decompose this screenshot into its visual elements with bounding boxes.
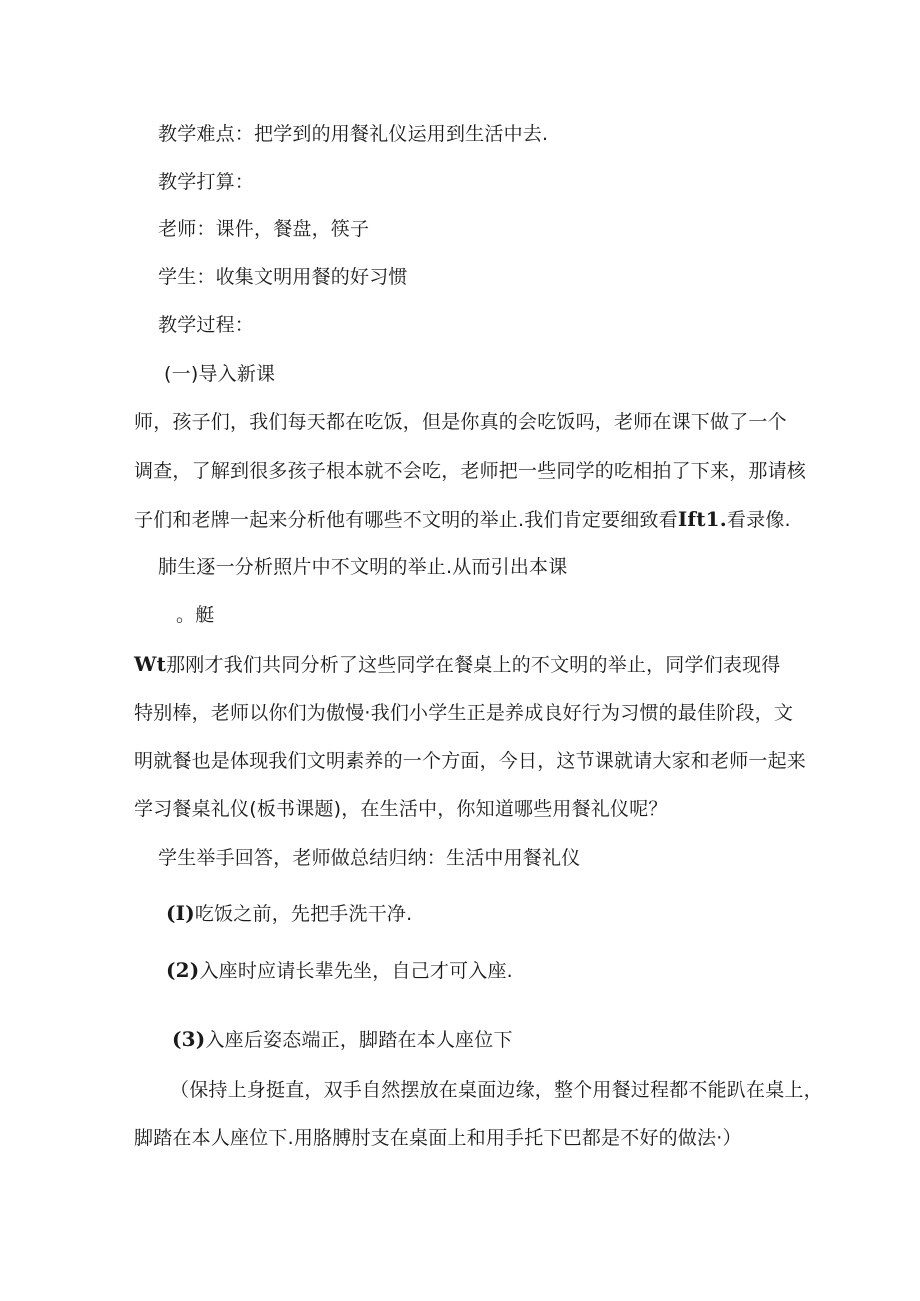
text-line [134,652,781,677]
text-line: 师，孩子们，我们每天都在吃饭，但是你真的会吃饭吗，老师在课下做了一个 [134,411,787,433]
text-line: 肺生逐一分析照片中不文明的举止.从而引出本课 [158,556,568,578]
list-item [172,1027,513,1052]
text-line: （保持上身挺直，双手自然摆放在桌面边缘，整个用餐过程都不能趴在桌上， [170,1079,823,1101]
text-line: 教学难点：把学到的用餐礼仪运用到生活中去. [158,123,549,145]
text-line: 特别棒，老师以你们为傲慢·我们小学生正是养成良好行为习惯的最佳阶段，文 [134,702,794,724]
list-item-text: 入座时应请长辈先坐，自己才可入座. [199,960,513,982]
text-line: 老师：课件，餐盘，筷子 [158,218,370,240]
text-line: 学生：收集文明用餐的好习惯 [158,266,408,288]
text-line: 脚踏在本人座位下.用胳膊肘支在桌面上和用手托下巴都是不好的做法·） [134,1127,742,1149]
text-line: 学习餐桌礼仪(板书课题)，在生活中，你知道哪些用餐礼仪呢？ [134,798,668,820]
text-segment-bold: Ift1. [677,507,727,531]
text-line: 教学打算： [158,171,255,193]
list-marker: (I) [166,901,195,925]
text-segment-bold: Wt [134,652,167,676]
list-item [166,901,412,926]
text-segment: 子们和老牌一起来分析他有哪些不文明的举止.我们肯定要细致看 [134,509,678,531]
list-item [166,958,513,983]
text-line: 学生举手回答，老师做总结归纳：生活中用餐礼仪 [158,847,581,869]
list-item-text: 入座后姿态端正，脚踏在本人座位下 [205,1029,513,1051]
text-line: 明就餐也是体现我们文明素养的一个方面，今日，这节课就请大家和老师一起来 [134,750,807,772]
text-segment: 那刚才我们共同分析了这些同学在餐桌上的不文明的举止，同学们表现得 [166,654,781,676]
text-line [134,507,791,532]
list-marker: (2) [166,958,200,982]
text-line: 教学过程： [158,314,255,336]
text-segment: 看录像. [726,509,791,531]
section-heading: (一)导入新课 [164,363,276,385]
list-marker: (3) [172,1027,206,1051]
text-line: 调查，了解到很多孩子根本就不会吃，老师把一些同学的吃相拍了下来，那请核 [134,460,807,482]
list-item-text: 吃饭之前，先把手洗干净. [194,903,413,925]
text-line: 。艇 [176,604,215,626]
